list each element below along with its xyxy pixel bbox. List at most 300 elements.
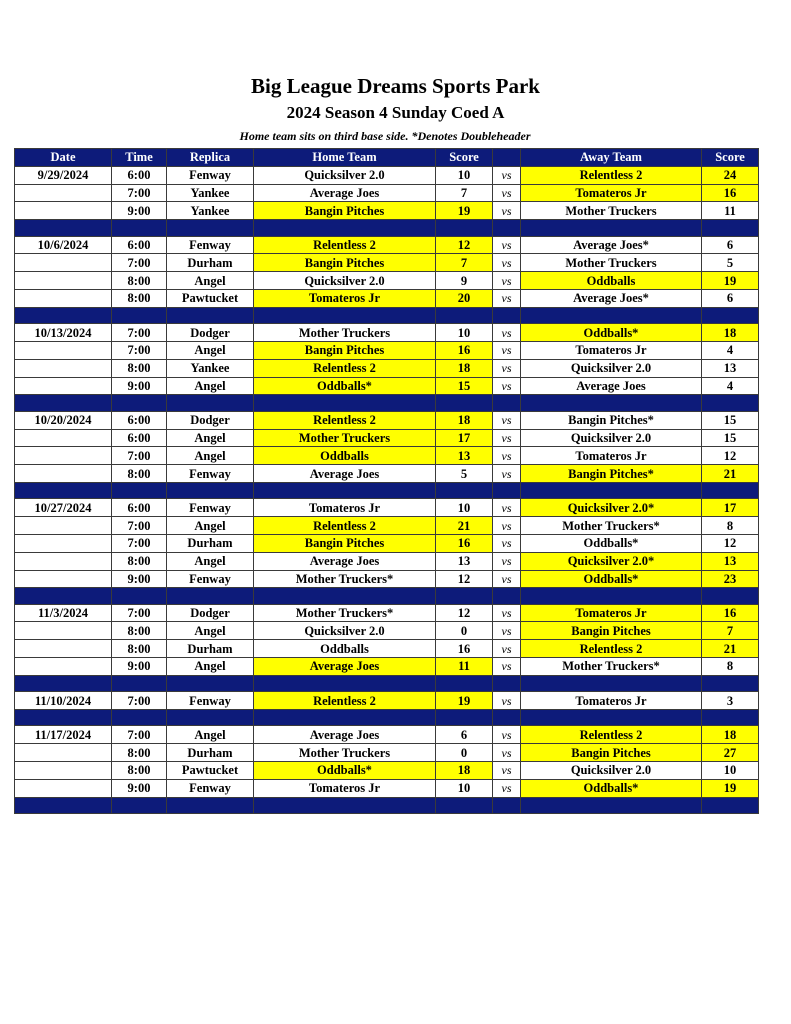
game-row (15, 447, 759, 465)
home-score: 10 (436, 779, 493, 797)
away-team: Tomateros Jr (521, 184, 702, 202)
home-score: 0 (436, 744, 493, 762)
game-replica: Yankee (167, 202, 254, 220)
away-score: 23 (702, 570, 759, 588)
separator-cell (521, 395, 702, 411)
vs-label: vs (493, 429, 521, 447)
separator-cell (493, 307, 521, 323)
separator-cell (15, 307, 112, 323)
away-team: Oddballs* (521, 324, 702, 342)
away-score: 6 (702, 236, 759, 254)
separator-cell (521, 797, 702, 813)
week-separator (15, 307, 759, 323)
away-score: 12 (702, 447, 759, 465)
away-team: Relentless 2 (521, 640, 702, 658)
away-score: 15 (702, 411, 759, 429)
game-date: 11/17/2024 (15, 726, 112, 744)
away-team: Mother Truckers* (521, 517, 702, 535)
week-separator (15, 675, 759, 691)
home-team: Average Joes (254, 658, 436, 676)
separator-cell (112, 482, 167, 498)
week-separator (15, 588, 759, 604)
game-date (15, 341, 112, 359)
separator-cell (521, 482, 702, 498)
game-time: 7:00 (112, 517, 167, 535)
separator-cell (493, 482, 521, 498)
separator-cell (493, 588, 521, 604)
home-team: Oddballs* (254, 377, 436, 395)
game-date: 11/10/2024 (15, 692, 112, 710)
header-replica: Replica (167, 149, 254, 167)
away-score: 15 (702, 429, 759, 447)
header-home-team: Home Team (254, 149, 436, 167)
home-team: Bangin Pitches (254, 202, 436, 220)
separator-cell (493, 395, 521, 411)
home-score: 16 (436, 534, 493, 552)
separator-cell (521, 307, 702, 323)
away-score: 18 (702, 324, 759, 342)
game-row (15, 726, 759, 744)
game-replica: Angel (167, 377, 254, 395)
game-date (15, 552, 112, 570)
home-team: Bangin Pitches (254, 341, 436, 359)
header-date: Date (15, 149, 112, 167)
home-team: Average Joes (254, 726, 436, 744)
separator-cell (436, 482, 493, 498)
game-time: 6:00 (112, 166, 167, 184)
separator-cell (436, 797, 493, 813)
home-score: 18 (436, 359, 493, 377)
game-replica: Durham (167, 254, 254, 272)
separator-cell (702, 307, 759, 323)
game-row (15, 517, 759, 535)
separator-cell (702, 797, 759, 813)
away-team: Quicksilver 2.0* (521, 552, 702, 570)
home-score: 17 (436, 429, 493, 447)
game-replica: Angel (167, 447, 254, 465)
game-replica: Fenway (167, 499, 254, 517)
week-separator (15, 797, 759, 813)
game-row (15, 166, 759, 184)
game-row (15, 692, 759, 710)
vs-label: vs (493, 202, 521, 220)
game-row (15, 552, 759, 570)
page-subtitle: 2024 Season 4 Sunday Coed A (286, 103, 505, 122)
home-score: 19 (436, 202, 493, 220)
game-row (15, 289, 759, 307)
vs-label: vs (493, 570, 521, 588)
game-replica: Fenway (167, 465, 254, 483)
home-score: 6 (436, 726, 493, 744)
away-score: 19 (702, 272, 759, 290)
away-team: Bangin Pitches (521, 744, 702, 762)
game-date (15, 359, 112, 377)
game-date (15, 429, 112, 447)
home-team: Oddballs (254, 640, 436, 658)
home-team: Mother Truckers* (254, 604, 436, 622)
separator-cell (112, 797, 167, 813)
header-away-score: Score (702, 149, 759, 167)
separator-cell (702, 588, 759, 604)
separator-cell (112, 675, 167, 691)
vs-label: vs (493, 341, 521, 359)
game-row (15, 184, 759, 202)
game-replica: Pawtucket (167, 762, 254, 780)
game-date (15, 622, 112, 640)
game-time: 8:00 (112, 762, 167, 780)
game-row (15, 744, 759, 762)
header-away-team: Away Team (521, 149, 702, 167)
separator-cell (15, 797, 112, 813)
separator-cell (15, 710, 112, 726)
vs-label: vs (493, 552, 521, 570)
game-date (15, 517, 112, 535)
away-score: 4 (702, 377, 759, 395)
game-row (15, 202, 759, 220)
vs-label: vs (493, 236, 521, 254)
separator-cell (112, 220, 167, 236)
game-replica: Durham (167, 640, 254, 658)
away-team: Tomateros Jr (521, 447, 702, 465)
game-date: 10/6/2024 (15, 236, 112, 254)
game-replica: Angel (167, 272, 254, 290)
game-time: 8:00 (112, 465, 167, 483)
home-score: 16 (436, 640, 493, 658)
vs-label: vs (493, 640, 521, 658)
away-team: Average Joes (521, 377, 702, 395)
separator-cell (254, 588, 436, 604)
game-date (15, 658, 112, 676)
game-row (15, 272, 759, 290)
separator-cell (521, 220, 702, 236)
header-time: Time (112, 149, 167, 167)
game-replica: Dodger (167, 324, 254, 342)
away-score: 13 (702, 552, 759, 570)
separator-cell (15, 588, 112, 604)
game-replica: Angel (167, 552, 254, 570)
page-title: Big League Dreams Sports Park (251, 74, 540, 98)
away-score: 17 (702, 499, 759, 517)
away-team: Mother Truckers (521, 254, 702, 272)
home-team: Quicksilver 2.0 (254, 166, 436, 184)
separator-cell (702, 482, 759, 498)
away-team: Bangin Pitches* (521, 465, 702, 483)
game-time: 8:00 (112, 744, 167, 762)
home-score: 12 (436, 236, 493, 254)
away-score: 16 (702, 184, 759, 202)
header-row (15, 149, 759, 167)
game-date (15, 570, 112, 588)
week-separator (15, 395, 759, 411)
game-replica: Fenway (167, 236, 254, 254)
game-time: 8:00 (112, 289, 167, 307)
home-team: Mother Truckers* (254, 570, 436, 588)
game-date: 10/13/2024 (15, 324, 112, 342)
schedule-table (14, 148, 759, 814)
separator-cell (167, 307, 254, 323)
game-time: 7:00 (112, 604, 167, 622)
away-team: Bangin Pitches (521, 622, 702, 640)
game-date (15, 202, 112, 220)
game-date (15, 779, 112, 797)
game-row (15, 377, 759, 395)
away-team: Mother Truckers* (521, 658, 702, 676)
separator-cell (112, 307, 167, 323)
game-row (15, 465, 759, 483)
home-team: Relentless 2 (254, 236, 436, 254)
game-date (15, 447, 112, 465)
home-score: 19 (436, 692, 493, 710)
game-replica: Fenway (167, 692, 254, 710)
game-replica: Angel (167, 429, 254, 447)
home-team: Mother Truckers (254, 744, 436, 762)
away-score: 11 (702, 202, 759, 220)
vs-label: vs (493, 324, 521, 342)
game-date: 9/29/2024 (15, 166, 112, 184)
vs-label: vs (493, 534, 521, 552)
separator-cell (493, 675, 521, 691)
home-score: 16 (436, 341, 493, 359)
away-team: Average Joes* (521, 289, 702, 307)
away-team: Tomateros Jr (521, 692, 702, 710)
game-replica: Dodger (167, 604, 254, 622)
game-date: 10/27/2024 (15, 499, 112, 517)
game-date (15, 289, 112, 307)
separator-cell (167, 797, 254, 813)
separator-cell (436, 588, 493, 604)
vs-label: vs (493, 622, 521, 640)
vs-label: vs (493, 604, 521, 622)
away-score: 4 (702, 341, 759, 359)
game-date (15, 640, 112, 658)
away-team: Bangin Pitches* (521, 411, 702, 429)
game-date (15, 762, 112, 780)
vs-label: vs (493, 289, 521, 307)
separator-cell (702, 220, 759, 236)
separator-cell (15, 395, 112, 411)
home-score: 11 (436, 658, 493, 676)
away-score: 8 (702, 517, 759, 535)
separator-cell (254, 710, 436, 726)
away-team: Oddballs* (521, 570, 702, 588)
home-score: 5 (436, 465, 493, 483)
separator-cell (167, 588, 254, 604)
game-date (15, 465, 112, 483)
separator-cell (254, 307, 436, 323)
separator-cell (254, 395, 436, 411)
game-time: 9:00 (112, 202, 167, 220)
away-score: 21 (702, 465, 759, 483)
game-replica: Fenway (167, 570, 254, 588)
separator-cell (254, 675, 436, 691)
home-team: Quicksilver 2.0 (254, 622, 436, 640)
home-score: 0 (436, 622, 493, 640)
game-date (15, 272, 112, 290)
away-team: Oddballs* (521, 779, 702, 797)
away-score: 10 (702, 762, 759, 780)
away-score: 7 (702, 622, 759, 640)
home-score: 12 (436, 604, 493, 622)
game-time: 7:00 (112, 324, 167, 342)
game-row (15, 411, 759, 429)
separator-cell (167, 220, 254, 236)
away-score: 3 (702, 692, 759, 710)
home-team: Oddballs (254, 447, 436, 465)
home-score: 18 (436, 411, 493, 429)
away-score: 16 (702, 604, 759, 622)
game-replica: Pawtucket (167, 289, 254, 307)
game-row (15, 640, 759, 658)
game-time: 8:00 (112, 359, 167, 377)
away-score: 5 (702, 254, 759, 272)
game-row (15, 341, 759, 359)
game-time: 6:00 (112, 236, 167, 254)
separator-cell (15, 220, 112, 236)
separator-cell (15, 482, 112, 498)
home-team: Mother Truckers (254, 429, 436, 447)
home-team: Average Joes (254, 552, 436, 570)
away-team: Oddballs* (521, 534, 702, 552)
away-team: Tomateros Jr (521, 604, 702, 622)
game-time: 8:00 (112, 622, 167, 640)
separator-cell (702, 710, 759, 726)
vs-label: vs (493, 465, 521, 483)
home-score: 10 (436, 499, 493, 517)
vs-label: vs (493, 359, 521, 377)
away-score: 18 (702, 726, 759, 744)
game-date (15, 744, 112, 762)
week-separator (15, 220, 759, 236)
separator-cell (436, 395, 493, 411)
vs-label: vs (493, 779, 521, 797)
vs-label: vs (493, 762, 521, 780)
schedule-note: Home team sits on third base side. *Denotes Doubleheader (239, 129, 531, 143)
vs-label: vs (493, 254, 521, 272)
vs-label: vs (493, 744, 521, 762)
separator-cell (112, 710, 167, 726)
game-date (15, 254, 112, 272)
home-team: Quicksilver 2.0 (254, 272, 436, 290)
home-team: Bangin Pitches (254, 534, 436, 552)
game-time: 9:00 (112, 658, 167, 676)
home-team: Tomateros Jr (254, 779, 436, 797)
game-time: 7:00 (112, 726, 167, 744)
game-time: 8:00 (112, 552, 167, 570)
home-team: Average Joes (254, 184, 436, 202)
game-time: 7:00 (112, 184, 167, 202)
game-date: 11/3/2024 (15, 604, 112, 622)
vs-label: vs (493, 517, 521, 535)
separator-cell (436, 307, 493, 323)
home-score: 15 (436, 377, 493, 395)
game-replica: Fenway (167, 779, 254, 797)
home-score: 18 (436, 762, 493, 780)
away-team: Relentless 2 (521, 726, 702, 744)
header-home-score: Score (436, 149, 493, 167)
away-score: 27 (702, 744, 759, 762)
game-row (15, 254, 759, 272)
away-team: Tomateros Jr (521, 341, 702, 359)
home-score: 10 (436, 324, 493, 342)
game-time: 6:00 (112, 411, 167, 429)
game-row (15, 534, 759, 552)
week-separator (15, 710, 759, 726)
away-score: 8 (702, 658, 759, 676)
game-row (15, 429, 759, 447)
separator-cell (254, 797, 436, 813)
home-team: Relentless 2 (254, 359, 436, 377)
away-score: 12 (702, 534, 759, 552)
away-score: 19 (702, 779, 759, 797)
game-replica: Angel (167, 658, 254, 676)
separator-cell (521, 675, 702, 691)
separator-cell (521, 710, 702, 726)
game-time: 7:00 (112, 341, 167, 359)
game-time: 9:00 (112, 570, 167, 588)
game-replica: Angel (167, 341, 254, 359)
separator-cell (167, 482, 254, 498)
game-time: 6:00 (112, 499, 167, 517)
home-score: 13 (436, 552, 493, 570)
game-date (15, 534, 112, 552)
game-row (15, 604, 759, 622)
away-score: 24 (702, 166, 759, 184)
separator-cell (493, 220, 521, 236)
game-time: 7:00 (112, 447, 167, 465)
home-score: 13 (436, 447, 493, 465)
vs-label: vs (493, 377, 521, 395)
separator-cell (15, 675, 112, 691)
game-replica: Durham (167, 744, 254, 762)
vs-label: vs (493, 184, 521, 202)
home-score: 10 (436, 166, 493, 184)
home-team: Tomateros Jr (254, 289, 436, 307)
home-team: Relentless 2 (254, 517, 436, 535)
home-score: 20 (436, 289, 493, 307)
home-team: Oddballs* (254, 762, 436, 780)
game-replica: Fenway (167, 166, 254, 184)
separator-cell (493, 710, 521, 726)
separator-cell (167, 675, 254, 691)
game-replica: Angel (167, 726, 254, 744)
home-team: Average Joes (254, 465, 436, 483)
game-time: 8:00 (112, 640, 167, 658)
vs-label: vs (493, 166, 521, 184)
home-score: 7 (436, 254, 493, 272)
away-score: 6 (702, 289, 759, 307)
home-team: Mother Truckers (254, 324, 436, 342)
game-time: 8:00 (112, 272, 167, 290)
game-replica: Yankee (167, 184, 254, 202)
vs-label: vs (493, 499, 521, 517)
week-separator (15, 482, 759, 498)
away-team: Mother Truckers (521, 202, 702, 220)
schedule-body (15, 166, 759, 813)
vs-label: vs (493, 692, 521, 710)
away-team: Quicksilver 2.0 (521, 359, 702, 377)
away-team: Relentless 2 (521, 166, 702, 184)
vs-label: vs (493, 411, 521, 429)
separator-cell (167, 710, 254, 726)
home-team: Relentless 2 (254, 411, 436, 429)
game-date (15, 184, 112, 202)
game-replica: Durham (167, 534, 254, 552)
vs-label: vs (493, 726, 521, 744)
game-time: 7:00 (112, 534, 167, 552)
game-time: 9:00 (112, 779, 167, 797)
home-score: 7 (436, 184, 493, 202)
game-time: 7:00 (112, 692, 167, 710)
